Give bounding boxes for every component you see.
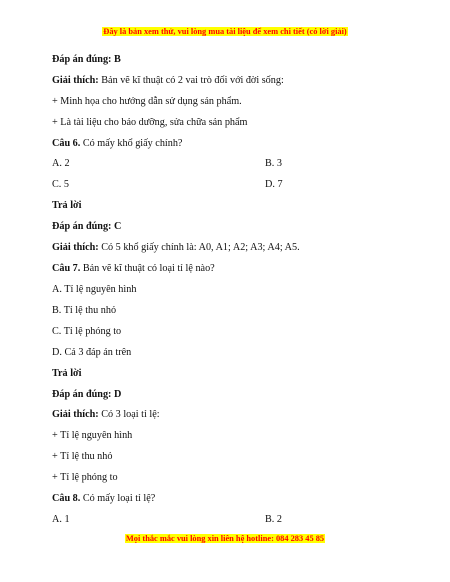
explain-label: Giải thích: [52, 409, 99, 420]
prev-bullet: + Minh họa cho hướng dẫn sử dụng sản phẩm. [52, 96, 242, 107]
q7-reply-heading: Trả lời [52, 368, 82, 379]
question-8 [52, 493, 155, 505]
q7-option-d: D. Cả 3 đáp án trên [52, 347, 132, 358]
question-number: Câu 8. [52, 493, 81, 504]
question-text: Bản vẽ kĩ thuật có loại tỉ lệ nào? [80, 263, 215, 274]
prev-explanation [52, 75, 284, 87]
q6-option-c: C. 5 [52, 179, 69, 190]
q7-option-a: A. Tỉ lệ nguyên hình [52, 284, 137, 295]
question-text: Có mấy khổ giấy chính? [80, 138, 183, 149]
q6-option-a: A. 2 [52, 158, 70, 169]
question-7 [52, 263, 215, 275]
q6-option-d: D. 7 [265, 179, 283, 190]
explain-text: Có 5 khổ giấy chính là: A0, A1; A2; A3; A4; A5. [98, 242, 300, 253]
hotline-text: Mọi thắc mắc vui lòng xin liên hệ hotline: 084 283 45 85 [125, 534, 325, 543]
question-number: Câu 6. [52, 138, 81, 149]
q7-explanation [52, 409, 160, 421]
preview-notice-banner [0, 26, 450, 37]
preview-notice-text: Đây là bản xem thử, vui lòng mua tài liệu để xem chi tiết (có lời giải) [103, 27, 347, 36]
q7-bullet: + Tỉ lệ nguyên hình [52, 430, 133, 441]
q6-answer-label: Đáp án đúng: C [52, 221, 122, 232]
q7-option-c: C. Tỉ lệ phóng to [52, 326, 122, 337]
q7-answer-label: Đáp án đúng: D [52, 389, 122, 400]
explain-label: Giải thích: [52, 242, 99, 253]
q8-option-a: A. 1 [52, 514, 70, 525]
question-6 [52, 138, 182, 150]
question-text: Có mấy loại tỉ lệ? [80, 493, 156, 504]
explain-label: Giải thích: [52, 75, 99, 86]
explain-text: Có 3 loại tỉ lệ: [98, 409, 160, 420]
q6-option-b: B. 3 [265, 158, 282, 169]
hotline-banner [0, 533, 450, 544]
prev-answer-label: Đáp án đúng: B [52, 54, 121, 65]
explain-text: Bản vẽ kĩ thuật có 2 vai trò đối với đời sống: [98, 75, 284, 86]
question-number: Câu 7. [52, 263, 81, 274]
q7-bullet: + Tỉ lệ thu nhỏ [52, 451, 113, 462]
q8-option-b: B. 2 [265, 514, 282, 525]
q6-explanation [52, 242, 300, 254]
q6-reply-heading: Trả lời [52, 200, 82, 211]
prev-bullet: + Là tài liệu cho bảo dưỡng, sửa chữa sản phẩm [52, 117, 248, 128]
q7-bullet: + Tỉ lệ phóng to [52, 472, 118, 483]
q7-option-b: B. Tỉ lệ thu nhỏ [52, 305, 117, 316]
